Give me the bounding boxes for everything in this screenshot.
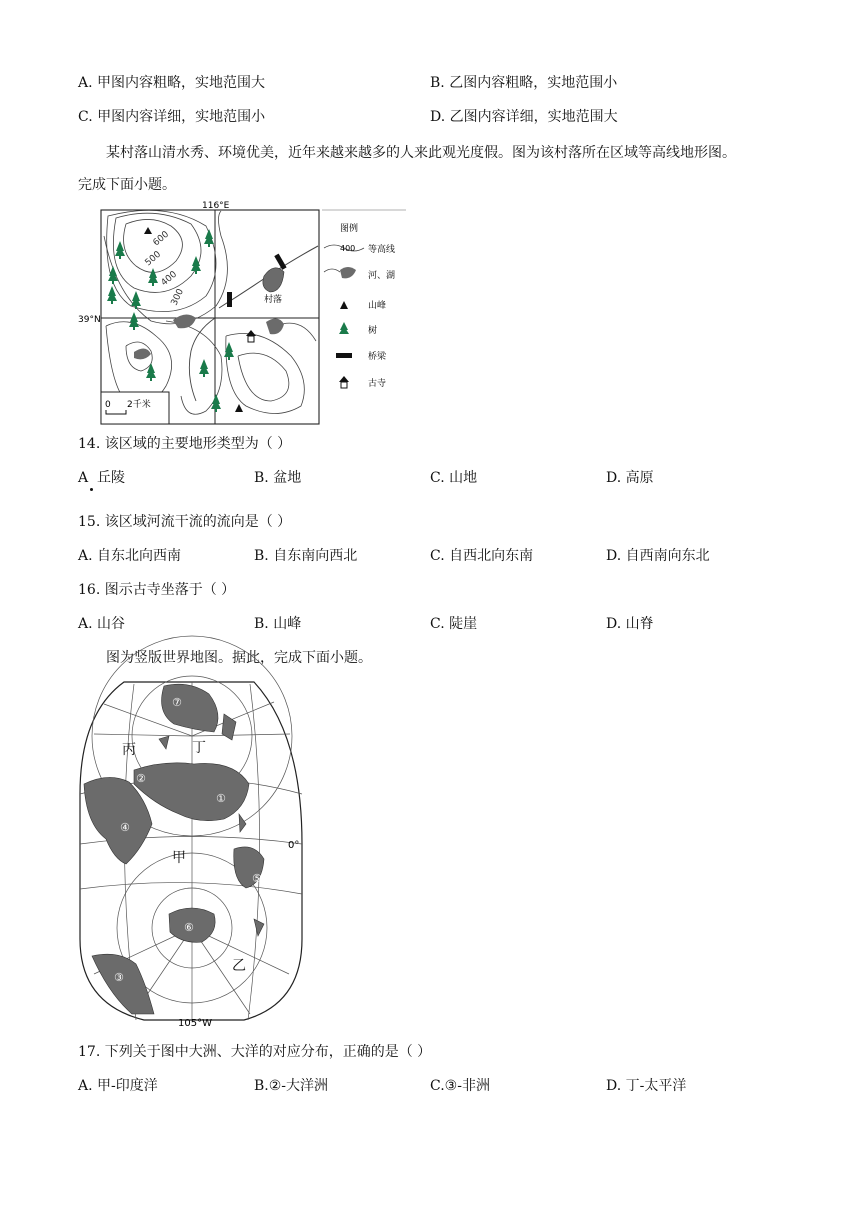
equator-label: 0° — [288, 840, 300, 851]
longitude-label: 116°E — [202, 201, 230, 211]
legend-peak: 山峰 — [368, 301, 387, 311]
q13-option-c: C. 甲图内容详细，实地范围小 — [78, 109, 266, 125]
tree-icon — [199, 359, 209, 377]
svg-text:300: 300 — [169, 287, 186, 308]
stray-dot — [90, 488, 93, 491]
q15-option-b: B. 自东南向西北 — [254, 548, 358, 564]
q14-option-a: A 丘陵 — [78, 470, 126, 486]
legend-lake: 河、湖 — [368, 271, 396, 281]
legend-title: 图例 — [340, 224, 359, 234]
lake-icon — [173, 314, 196, 328]
q15-option-c: C. 自西北向东南 — [430, 548, 534, 564]
q14-option-d: D. 高原 — [606, 470, 654, 486]
svg-text:④: ④ — [120, 821, 130, 834]
label-jia: 甲 — [172, 850, 186, 866]
peak-icon — [144, 227, 152, 234]
legend-temple: 古寺 — [368, 379, 387, 389]
intro-paragraph-1-cont: 完成下面小题。 — [78, 177, 176, 193]
lake-icon — [266, 318, 284, 334]
legend-tree: 树 — [368, 326, 378, 336]
question-14-stem: 14. 该区域的主要地形类型为（ ） — [78, 436, 292, 452]
legend-contour: 等高线 — [368, 245, 396, 255]
q17-option-d: D. 丁-太平洋 — [606, 1078, 687, 1094]
tree-icon — [211, 394, 221, 412]
label-bing: 丙 — [122, 742, 136, 758]
svg-text:③: ③ — [114, 971, 124, 984]
q14-option-c: C. 山地 — [430, 470, 478, 486]
q13-option-b: B. 乙图内容粗略，实地范围小 — [430, 75, 618, 91]
contour-value-labels — [144, 229, 187, 307]
tree-icon — [204, 229, 214, 247]
label-yi: 乙 — [232, 958, 246, 974]
q16-option-c: C. 陡崖 — [430, 616, 478, 632]
tree-icon — [191, 256, 201, 274]
q15-option-d: D. 自西南向东北 — [606, 548, 710, 564]
question-16-stem: 16. 图示古寺坐落于（ ） — [78, 582, 236, 598]
peak-icon — [235, 404, 243, 412]
scale-value: 2千米 — [127, 400, 151, 410]
svg-text:600: 600 — [151, 229, 172, 249]
q13-option-d: D. 乙图内容详细，实地范围大 — [430, 109, 618, 125]
tree-icon — [146, 363, 156, 381]
village-label: 村落 — [264, 295, 283, 305]
tree-icon — [129, 312, 139, 330]
bridge-icon — [227, 292, 232, 307]
lake-icon — [134, 348, 151, 359]
question-15-stem: 15. 该区域河流干流的流向是（ ） — [78, 514, 292, 530]
q16-option-b: B. 山峰 — [254, 616, 302, 632]
q14-option-b: B. 盆地 — [254, 470, 302, 486]
legend — [324, 222, 395, 389]
latitude-label: 39°N — [78, 315, 101, 325]
world-map-vertical — [74, 674, 314, 1030]
q17-option-c: C.③-非洲 — [430, 1078, 490, 1094]
question-17-stem: 17. 下列关于图中大洲、大洋的对应分布，正确的是（ ） — [78, 1044, 432, 1060]
temple-icon — [246, 330, 256, 342]
legend-contour-sample: 400 — [340, 244, 356, 253]
q17-option-b: B.②-大洋洲 — [254, 1078, 329, 1094]
svg-text:500: 500 — [143, 249, 164, 269]
q13-option-a: A. 甲图内容粗略，实地范围大 — [78, 75, 266, 91]
q16-option-d: D. 山脊 — [606, 616, 654, 632]
svg-text:⑦: ⑦ — [172, 696, 182, 709]
q17-option-a: A. 甲-印度洋 — [78, 1078, 158, 1094]
lake-icon — [263, 268, 284, 292]
svg-text:⑤: ⑤ — [252, 872, 262, 885]
q16-option-a: A. 山谷 — [78, 616, 126, 632]
intro-paragraph-2: 图为竖版世界地图。据此，完成下面小题。 — [106, 650, 372, 666]
legend-bridge: 桥梁 — [368, 352, 387, 362]
svg-text:②: ② — [136, 772, 146, 785]
svg-text:⑥: ⑥ — [184, 921, 194, 934]
q15-option-a: A. 自东北向西南 — [78, 548, 182, 564]
label-ding: 丁 — [192, 740, 206, 756]
tree-icon — [148, 268, 158, 286]
meridian-label: 105°W — [178, 1018, 212, 1029]
intro-paragraph-1: 某村落山清水秀、环境优美，近年来越来越多的人来此观光度假。图为该村落所在区域等高线地形图。 — [106, 145, 736, 161]
scale-zero: 0 — [105, 400, 111, 410]
topographic-map — [78, 196, 408, 428]
svg-text:①: ① — [216, 792, 226, 805]
svg-text:400: 400 — [159, 269, 180, 289]
